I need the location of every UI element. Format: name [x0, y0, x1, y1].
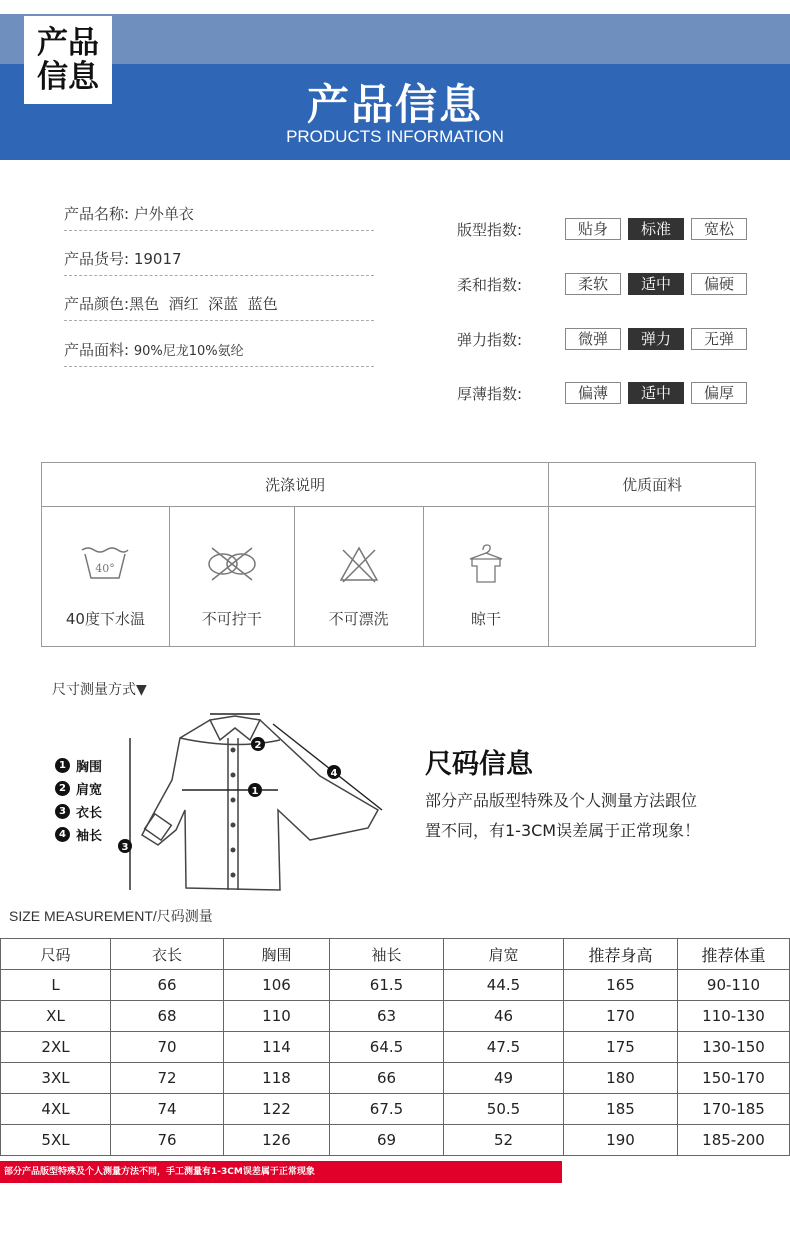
thickness-option-selected: 适中: [628, 382, 684, 404]
table-row: 4XL 74 122 67.5 50.5 185 170-185: [1, 1094, 790, 1125]
col-header: 胸围: [224, 939, 330, 970]
product-name-label: 产品名称:: [64, 205, 130, 223]
no-bleach-icon: [295, 534, 423, 594]
size-desc-line: 置不同，有1-3CM误差属于正常现象！: [425, 821, 701, 840]
badge-line-2: 信息: [37, 59, 99, 95]
product-color-label: 产品颜色:: [64, 295, 130, 313]
svg-text:2: 2: [254, 740, 262, 751]
size-desc-line: 部分产品版型特殊及个人测量方法跟位: [425, 791, 698, 810]
size-measurement-caption: SIZE MEASUREMENT/尺码测量: [9, 908, 213, 924]
svg-text:4: 4: [330, 768, 338, 779]
thickness-option: 偏厚: [691, 382, 747, 404]
wash-item-label: 晾干: [470, 610, 501, 628]
size-info-desc: [425, 786, 765, 846]
footer-note-bar: 部分产品版型特殊及个人测量方法不同，手工测量有1-3CM误差属于正常现象: [0, 1161, 562, 1183]
legend-number: 3: [55, 804, 70, 819]
measure-method-header: 尺寸测量方式▼: [52, 682, 147, 698]
col-header: 尺码: [1, 939, 111, 970]
wash-item-no-wring: [169, 507, 294, 647]
size-info-title: 尺码信息: [425, 749, 533, 780]
elasticity-index-label: 弹力指数:: [457, 330, 523, 349]
product-name-row: [64, 203, 374, 231]
legend-text: 胸围: [76, 760, 103, 775]
fit-option: 贴身: [565, 218, 621, 240]
page-subtitle: PRODUCTS INFORMATION: [286, 127, 504, 146]
no-wring-icon: [170, 534, 294, 594]
col-header: 衣长: [111, 939, 224, 970]
product-code-value: 19017: [133, 250, 182, 268]
wash-instructions-table: [41, 462, 756, 647]
wash-item-label: 不可拧干: [201, 610, 262, 628]
col-header: 推荐体重: [678, 939, 790, 970]
fabric-header: 优质面料: [549, 463, 756, 507]
table-row: XL 68 110 63 46 170 110-130: [1, 1001, 790, 1032]
table-row: 3XL 72 118 66 49 180 150-170: [1, 1063, 790, 1094]
wash-tub-40-icon: [42, 534, 169, 594]
thickness-index: [457, 382, 754, 404]
elasticity-option-selected: 弹力: [628, 328, 684, 350]
legend-number: 4: [55, 827, 70, 842]
fabric-cell: [549, 507, 756, 647]
elasticity-option: 无弹: [691, 328, 747, 350]
fit-index-label: 版型指数:: [457, 220, 523, 239]
header-top-band: [0, 14, 790, 64]
product-fabric-row: [64, 339, 374, 367]
wash-header: 洗涤说明: [42, 463, 549, 507]
badge-line-1: 产品: [37, 25, 99, 61]
hang-dry-icon: [424, 534, 549, 594]
softness-index: [457, 273, 754, 295]
softness-index-label: 柔和指数:: [457, 275, 523, 294]
legend-number: 2: [55, 781, 70, 796]
wash-item-temp: [42, 507, 170, 647]
legend-sleeve: [55, 825, 102, 844]
col-header: 肩宽: [444, 939, 564, 970]
table-row: L 66 106 61.5 44.5 165 90-110: [1, 970, 790, 1001]
col-header: 袖长: [330, 939, 444, 970]
legend-number: 1: [55, 758, 70, 773]
softness-option: 偏硬: [691, 273, 747, 295]
svg-text:1: 1: [251, 786, 259, 797]
fit-option: 宽松: [691, 218, 747, 240]
thickness-option: 偏薄: [565, 382, 621, 404]
legend-shoulder: [55, 779, 102, 798]
svg-text:3: 3: [121, 842, 129, 853]
legend-text: 衣长: [76, 806, 103, 821]
product-code-label: 产品货号:: [64, 250, 130, 268]
legend-chest: [55, 756, 102, 775]
wash-item-label: 40度下水温: [65, 610, 145, 628]
svg-text:40°: 40°: [95, 562, 116, 575]
wash-item-hang-dry: [423, 507, 549, 647]
product-color-row: [64, 293, 374, 321]
elasticity-index: [457, 328, 754, 350]
product-name-value: 户外单衣: [133, 205, 194, 223]
product-fabric-label: 产品面料:: [64, 341, 130, 359]
size-table-header: [1, 939, 790, 970]
page-title: 产品信息: [306, 80, 483, 129]
fit-option-selected: 标准: [628, 218, 684, 240]
col-header: 推荐身高: [564, 939, 678, 970]
table-row: 5XL 76 126 69 52 190 185-200: [1, 1125, 790, 1156]
thickness-index-label: 厚薄指数:: [457, 384, 523, 403]
fit-index: [457, 218, 754, 240]
shirt-measurement-diagram: [110, 710, 400, 900]
wash-item-label: 不可漂洗: [328, 610, 389, 628]
product-code-row: [64, 248, 374, 276]
table-row: 2XL 70 114 64.5 47.5 175 130-150: [1, 1032, 790, 1063]
info-badge: [24, 16, 112, 104]
elasticity-option: 微弹: [565, 328, 621, 350]
softness-option: 柔软: [565, 273, 621, 295]
legend-text: 肩宽: [76, 783, 103, 798]
wash-item-no-bleach: [294, 507, 423, 647]
softness-option-selected: 适中: [628, 273, 684, 295]
size-table: [0, 938, 790, 1156]
product-fabric-value: 90%尼龙10%氨纶: [133, 344, 244, 359]
product-color-value: 黑色 酒红 深蓝 蓝色: [129, 295, 278, 313]
legend-length: [55, 802, 102, 821]
legend-text: 袖长: [76, 829, 103, 844]
